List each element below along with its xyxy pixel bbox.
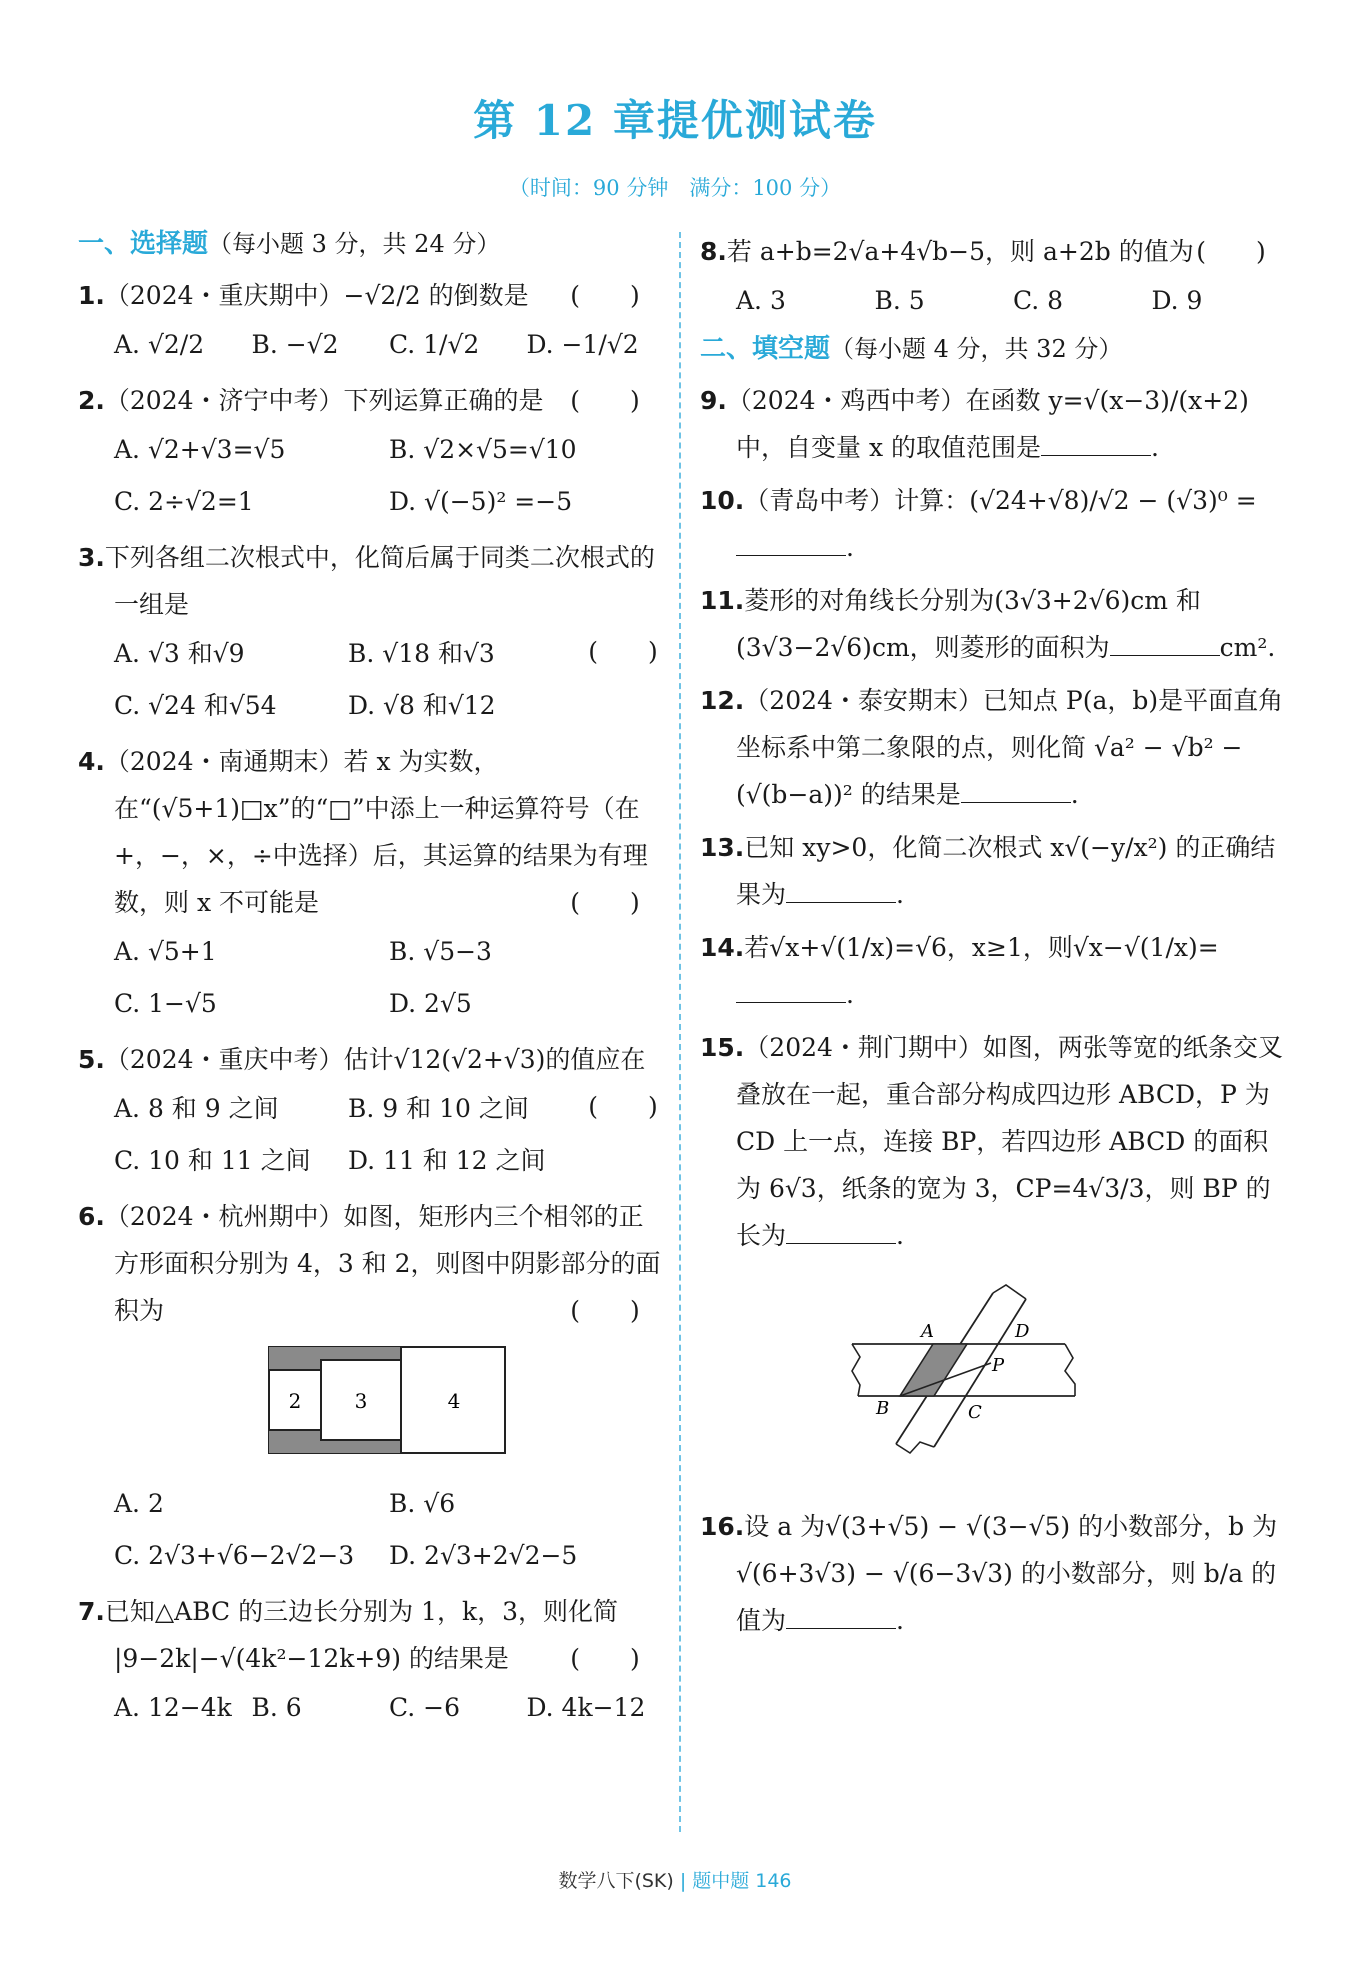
question-number: 10. <box>700 485 745 515</box>
question-text: （2024・杭州期中）如图，矩形内三个相邻的正方形面积分别为 4，3 和 2，则图中阴影部分的面积为 <box>104 1201 661 1325</box>
option-b[interactable]: B. √5−3 <box>389 936 492 966</box>
section-label: 二、填空题 <box>700 334 831 364</box>
right-column <box>700 228 1290 1650</box>
section-heading-fill <box>700 333 1290 367</box>
option-c[interactable]: C. √24 和√54 <box>114 690 277 720</box>
answer-paren: ( ) <box>570 280 640 310</box>
question-tail: . <box>1151 432 1159 462</box>
point-label-a: A <box>921 1320 934 1342</box>
question-1 <box>78 272 664 371</box>
question-6 <box>78 1193 664 1583</box>
page-subtitle: （时间：90 分钟 满分：100 分） <box>508 176 842 200</box>
page-title: 第 12 章提优测试卷 <box>473 96 877 145</box>
options <box>78 319 664 371</box>
option-c[interactable]: C. 2√3+√6−2√2−3 <box>114 1541 355 1571</box>
question-number: 16. <box>700 1512 745 1542</box>
answer-blank[interactable] <box>786 1219 896 1244</box>
option-c[interactable]: C. −6 <box>389 1693 460 1723</box>
option-b[interactable]: B. √18 和√3 <box>348 638 495 668</box>
option-a[interactable]: A. √3 和√9 <box>114 638 245 668</box>
question-text: 菱形的对角线长分别为(3√3+2√6)cm 和(3√3−2√6)cm，则菱形的面积为 <box>736 585 1201 662</box>
answer-paren: ( ) <box>570 1295 640 1325</box>
options <box>78 628 582 732</box>
question-tail: cm². <box>1219 632 1276 662</box>
question-number: 8. <box>700 237 727 266</box>
point-label-p: P <box>992 1354 1005 1376</box>
question-text: （2024・济宁中考）下列运算正确的是 <box>104 385 544 415</box>
footer-separator: | <box>679 1870 687 1892</box>
option-d[interactable]: D. 4k−12 <box>526 1693 646 1723</box>
question-text: 设 a 为√(3+√5) − √(3−√5) 的小数部分，b 为√(6+3√3) − √(6−3√3) 的小数部分，则 b/a 的值为 <box>736 1512 1278 1636</box>
option-d[interactable]: D. 11 和 12 之间 <box>348 1145 546 1175</box>
question-11 <box>700 577 1290 671</box>
question-text: （青岛中考）计算：(√24+√8)/√2 − (√3)⁰ = <box>744 485 1257 515</box>
option-a[interactable]: A. √2+√3=√5 <box>114 434 286 464</box>
question-number: 7. <box>78 1597 105 1627</box>
question-text: （2024・鸡西中考）在函数 y=√(x−3)/(x+2) 中，自变量 x 的取值范围是 <box>726 385 1249 462</box>
question-number: 15. <box>700 1032 745 1062</box>
option-a[interactable]: A. 3 <box>736 286 786 315</box>
option-d[interactable]: D. √(−5)² =−5 <box>389 486 573 516</box>
question-number: 14. <box>700 932 745 962</box>
options <box>700 275 1290 327</box>
option-c[interactable]: C. 1−√5 <box>114 988 217 1018</box>
answer-paren: ( ) <box>1196 237 1266 266</box>
question-15 <box>700 1024 1290 1498</box>
square-label-2: 2 <box>288 1388 302 1413</box>
question-10 <box>700 477 1290 571</box>
answer-blank[interactable] <box>736 978 846 1003</box>
question-number: 9. <box>700 385 727 415</box>
section-label: 一、选择题 <box>78 229 209 259</box>
squares-figure <box>268 1346 508 1456</box>
options <box>78 424 664 528</box>
question-5 <box>78 1036 664 1187</box>
option-a[interactable]: A. 12−4k <box>114 1693 232 1723</box>
left-column <box>78 228 664 1740</box>
question-number: 2. <box>78 385 105 415</box>
question-13 <box>700 824 1290 918</box>
overlap-rhombus <box>900 1344 967 1396</box>
point-label-c: C <box>968 1401 982 1423</box>
answer-blank[interactable] <box>736 531 846 556</box>
options <box>78 1083 582 1187</box>
option-a[interactable]: A. 8 和 9 之间 <box>114 1093 279 1123</box>
answer-paren: ( ) <box>570 385 640 415</box>
option-d[interactable]: D. √8 和√12 <box>348 690 496 720</box>
options <box>78 1478 664 1582</box>
answer-paren: ( ) <box>588 636 658 666</box>
question-number: 3. <box>78 542 105 572</box>
page-footer <box>0 1866 1350 1893</box>
paper-strips-figure <box>850 1279 1080 1469</box>
answer-blank[interactable] <box>961 778 1071 803</box>
question-text: （2024・重庆期中）−√2/2 的倒数是 <box>104 280 529 310</box>
option-d[interactable]: D. −1/√2 <box>526 329 639 359</box>
option-c[interactable]: C. 10 和 11 之间 <box>114 1145 311 1175</box>
option-b[interactable]: B. 6 <box>251 1693 302 1723</box>
question-number: 12. <box>700 685 745 715</box>
question-text: （2024・重庆中考）估计√12(√2+√3)的值应在 <box>104 1044 646 1074</box>
footer-page: 题中题 146 <box>692 1870 792 1892</box>
column-divider <box>679 232 681 1832</box>
question-text: 若 a+b=2√a+4√b−5，则 a+2b 的值为 <box>726 237 1194 266</box>
question-text: （2024・荆门期中）如图，两张等宽的纸条交叉叠放在一起，重合部分构成四边形 ABCD，P 为 CD 上一点，连接 BP，若四边形 ABCD 的面积为 6√3，纸条的宽为 3，CP=4√3/3，则 BP 的长为 <box>736 1032 1283 1250</box>
question-text: （2024・泰安期末）已知点 P(a，b)是平面直角坐标系中第二象限的点，则化简 √a² − √b² − (√(b−a))² 的结果是 <box>736 685 1284 809</box>
question-14 <box>700 924 1290 1018</box>
options <box>78 926 664 1030</box>
question-tail: . <box>896 879 904 909</box>
question-tail: . <box>896 1220 904 1250</box>
option-b[interactable]: B. √6 <box>389 1489 456 1519</box>
question-tail: . <box>846 979 854 1009</box>
question-3 <box>78 534 664 732</box>
option-d[interactable]: D. 9 <box>1151 286 1203 315</box>
question-number: 6. <box>78 1201 105 1231</box>
point-label-b: B <box>876 1397 890 1419</box>
option-d[interactable]: D. 2√3+2√2−5 <box>389 1541 578 1571</box>
option-a[interactable]: A. √2/2 <box>114 329 205 359</box>
question-text: 已知△ABC 的三边长分别为 1，k，3，则化简 |9−2k|−√(4k²−12k+9) 的结果是 <box>104 1597 619 1674</box>
footer-book: 数学八下(SK) <box>558 1870 674 1892</box>
question-text: 若√x+√(1/x)=√6，x≥1，则√x−√(1/x)= <box>744 932 1219 962</box>
section-note: （每小题 4 分，共 32 分） <box>830 335 1123 363</box>
question-text: 已知 xy>0，化简二次根式 x√(−y/x²) 的正确结果为 <box>736 832 1276 909</box>
question-number: 4. <box>78 746 105 776</box>
answer-blank[interactable] <box>1110 631 1220 656</box>
option-c[interactable]: C. 8 <box>1013 286 1064 315</box>
question-tail: . <box>1070 779 1079 809</box>
option-c[interactable]: C. 2÷√2=1 <box>114 486 254 516</box>
point-label-d: D <box>1015 1320 1030 1342</box>
section-note: （每小题 3 分，共 24 分） <box>208 230 501 258</box>
question-12 <box>700 677 1290 818</box>
question-4 <box>78 738 664 1030</box>
option-d[interactable]: D. 2√5 <box>389 988 472 1018</box>
question-text: 下列各组二次根式中，化简后属于同类二次根式的一组是 <box>104 542 655 619</box>
option-a[interactable]: A. √5+1 <box>114 936 217 966</box>
answer-blank[interactable] <box>786 1604 896 1629</box>
question-tail: . <box>846 532 854 562</box>
answer-blank[interactable] <box>786 878 896 903</box>
question-9 <box>700 377 1290 471</box>
option-b[interactable]: B. √2×√5=√10 <box>389 434 577 464</box>
answer-paren: ( ) <box>588 1091 658 1121</box>
question-text: （2024・南通期末）若 x 为实数，在“(√5+1)□x”的“□”中添上一种运算符号（在+，−，×，÷中选择）后，其运算的结果为有理数，则 x 不可能是 <box>104 746 648 917</box>
question-number: 13. <box>700 832 745 862</box>
option-a[interactable]: A. 2 <box>114 1489 164 1519</box>
option-b[interactable]: B. 9 和 10 之间 <box>348 1093 529 1123</box>
question-number: 1. <box>78 280 105 310</box>
question-tail: . <box>896 1606 904 1636</box>
options <box>78 1682 664 1734</box>
question-16 <box>700 1503 1290 1644</box>
question-number: 5. <box>78 1044 105 1074</box>
option-b[interactable]: B. −√2 <box>251 329 339 359</box>
answer-paren: ( ) <box>570 1644 640 1674</box>
square-label-4: 4 <box>447 1388 461 1413</box>
square-label-3: 3 <box>354 1388 368 1413</box>
question-7 <box>78 1588 664 1734</box>
answer-paren: ( ) <box>570 887 640 917</box>
question-2 <box>78 377 664 528</box>
option-b[interactable]: B. 5 <box>874 286 925 315</box>
answer-blank[interactable] <box>1041 431 1151 456</box>
section-heading-choice <box>78 228 664 262</box>
option-c[interactable]: C. 1/√2 <box>389 329 480 359</box>
question-8 <box>700 228 1290 327</box>
question-number: 11. <box>700 585 745 615</box>
